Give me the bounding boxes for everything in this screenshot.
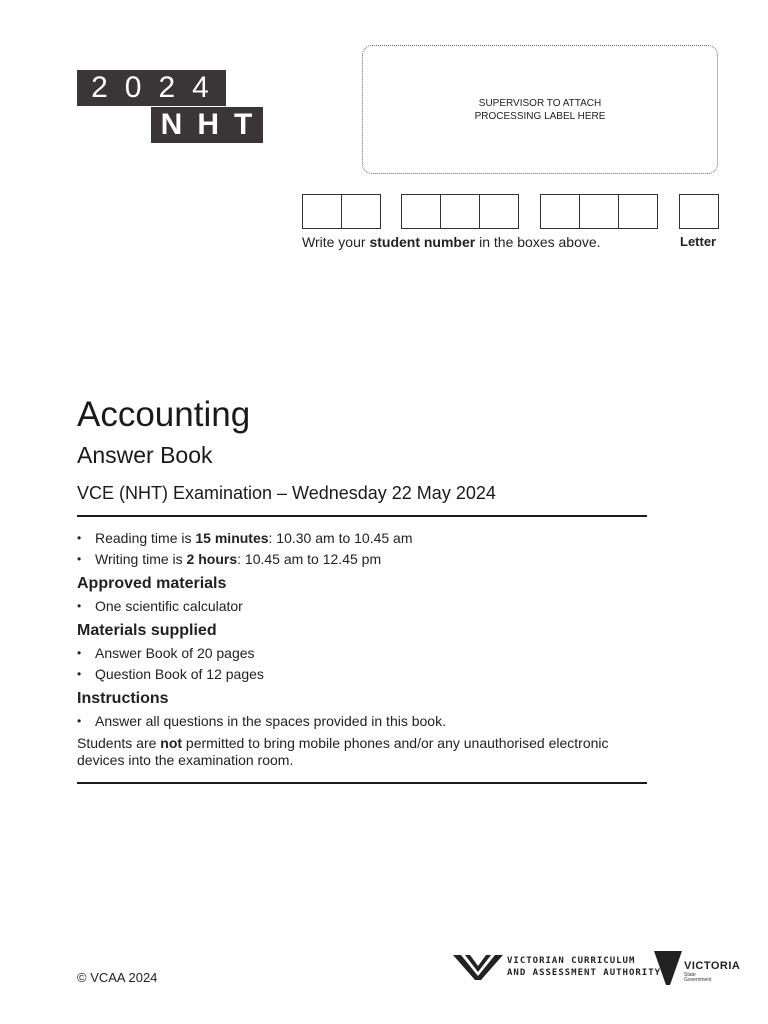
copyright-notice: © VCAA 2024 (77, 970, 158, 985)
materials-supplied-heading: Materials supplied (77, 622, 217, 639)
student-number-caption: Write your student number in the boxes above. (302, 234, 601, 250)
subject-title: Accounting (77, 395, 251, 434)
supplied-material-item: • Answer Book of 20 pages (77, 643, 647, 664)
student-number-box[interactable] (579, 194, 619, 229)
divider-bottom (77, 782, 647, 784)
instructions-heading: Instructions (77, 690, 169, 707)
session-badge: NHT (151, 107, 263, 143)
devices-note: Students are not permitted to bring mobile phones and/or any unauthorised electronic devices into the examination room. (77, 735, 609, 768)
writing-time-item: • Writing time is 2 hours: 10.45 am to 12.45 pm (77, 549, 647, 570)
vcaa-name-line-1: VICTORIAN CURRICULUM (507, 956, 636, 966)
student-number-box[interactable] (540, 194, 580, 229)
reading-time-item: • Reading time is 15 minutes: 10.30 am to 10.45 am (77, 528, 647, 549)
student-number-box[interactable] (302, 194, 342, 229)
student-number-group-3 (540, 194, 657, 229)
approved-material-item: • One scientific calculator (77, 596, 647, 617)
student-number-box[interactable] (341, 194, 381, 229)
label-box-line-2: PROCESSING LABEL HERE (474, 110, 606, 122)
label-box-line-1: SUPERVISOR TO ATTACH (478, 97, 602, 109)
supplied-material-item: • Question Book of 12 pages (77, 664, 647, 685)
instruction-item: • Answer all questions in the spaces provided in this book. (77, 711, 647, 732)
student-letter-box[interactable] (679, 194, 719, 229)
year-badge: 2024 (77, 70, 226, 106)
exam-date-line: VCE (NHT) Examination – Wednesday 22 May 2024 (77, 483, 496, 503)
student-number-box[interactable] (479, 194, 519, 229)
student-number-box[interactable] (618, 194, 658, 229)
vcaa-chevron-icon (453, 952, 503, 982)
approved-materials-heading: Approved materials (77, 575, 227, 592)
student-number-box[interactable] (401, 194, 441, 229)
student-letter-group (679, 194, 718, 229)
exam-instructions (77, 528, 647, 769)
victoria-logo-subtext: State Government (684, 972, 712, 983)
student-number-group-2 (401, 194, 518, 229)
divider-top (77, 515, 647, 517)
vcaa-logo (453, 952, 661, 982)
processing-label-area (362, 45, 718, 174)
victoria-logo-text: VICTORIA (684, 960, 741, 972)
vcaa-name-line-2: AND ASSESSMENT AUTHORITY (507, 968, 662, 978)
student-number-box[interactable] (440, 194, 480, 229)
book-title: Answer Book (77, 442, 213, 468)
letter-caption: Letter (680, 234, 717, 249)
student-number-group-1 (302, 194, 380, 229)
